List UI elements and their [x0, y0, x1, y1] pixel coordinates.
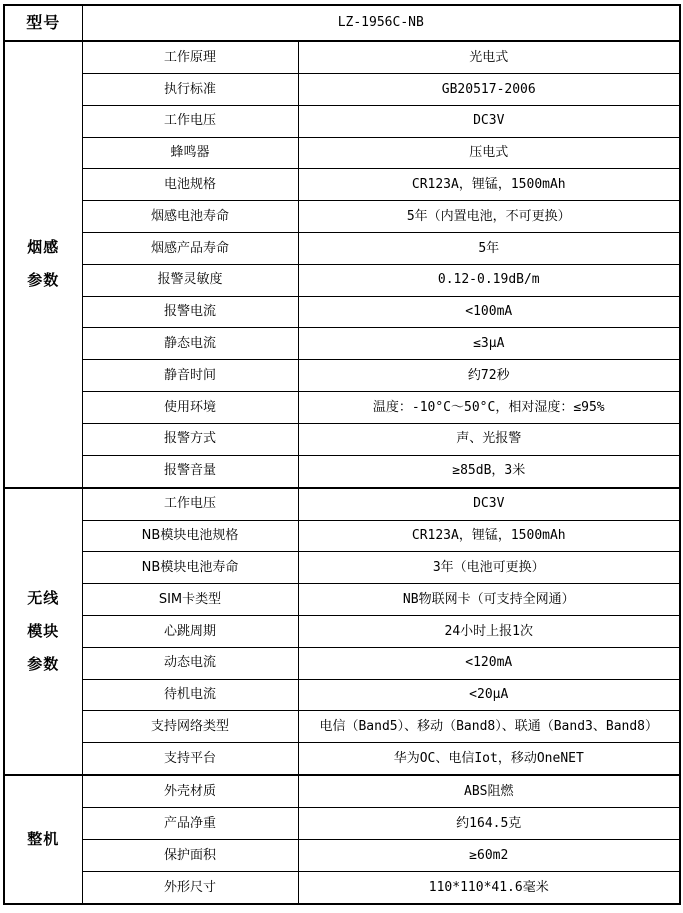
spec-name-cell: NB模块电池规格: [82, 520, 298, 552]
spec-table: [3, 4, 681, 905]
section-label-line: 参数: [27, 271, 60, 290]
spec-name-cell: 报警方式: [82, 423, 298, 455]
spec-value-cell: 3年（电池可更换）: [298, 552, 680, 584]
spec-value-cell: ≥60m2: [298, 839, 680, 871]
table-row: [4, 775, 680, 808]
table-row: [4, 808, 680, 840]
spec-value-cell: 24小时上报1次: [298, 615, 680, 647]
table-row: [4, 105, 680, 137]
section-label-line: 整机: [27, 830, 60, 849]
spec-value-cell: 华为OC、电信Iot，移动OneNET: [298, 743, 680, 776]
spec-name-cell: 使用环境: [82, 391, 298, 423]
spec-name-cell: 烟感产品寿命: [82, 232, 298, 264]
spec-value-cell: 约164.5克: [298, 808, 680, 840]
table-row: [4, 520, 680, 552]
table-row: [4, 423, 680, 455]
table-row: [4, 137, 680, 169]
spec-value-cell: 5年: [298, 232, 680, 264]
spec-value-cell: 5年（内置电池，不可更换）: [298, 201, 680, 233]
spec-value-cell: 声、光报警: [298, 423, 680, 455]
table-row: [4, 584, 680, 616]
table-row: [4, 647, 680, 679]
spec-name-cell: SIM卡类型: [82, 584, 298, 616]
section-label-cell: [4, 41, 82, 488]
table-row: [4, 679, 680, 711]
spec-value-cell: GB20517-2006: [298, 74, 680, 106]
spec-value-cell: <120mA: [298, 647, 680, 679]
spec-value-cell: 110*110*41.6毫米: [298, 871, 680, 904]
table-row: [4, 296, 680, 328]
spec-name-cell: 待机电流: [82, 679, 298, 711]
table-row: [4, 871, 680, 904]
section-label-cell: [4, 488, 82, 776]
spec-name-cell: 报警电流: [82, 296, 298, 328]
spec-value-cell: 约72秒: [298, 360, 680, 392]
spec-name-cell: 烟感电池寿命: [82, 201, 298, 233]
spec-name-cell: 报警灵敏度: [82, 264, 298, 296]
section-label-line: 烟感: [27, 238, 60, 257]
model-value-cell: LZ-1956C-NB: [82, 5, 680, 41]
table-row: [4, 264, 680, 296]
spec-name-cell: 外壳材质: [82, 775, 298, 808]
spec-name-cell: 工作电压: [82, 105, 298, 137]
spec-name-cell: 外形尺寸: [82, 871, 298, 904]
spec-value-cell: CR123A，锂锰，1500mAh: [298, 169, 680, 201]
spec-value-cell: ≥85dB，3米: [298, 455, 680, 488]
spec-value-cell: ≤3μA: [298, 328, 680, 360]
spec-name-cell: 工作原理: [82, 41, 298, 74]
spec-name-cell: 支持平台: [82, 743, 298, 776]
spec-value-cell: CR123A，锂锰，1500mAh: [298, 520, 680, 552]
table-row: [4, 488, 680, 521]
spec-name-cell: NB模块电池寿命: [82, 552, 298, 584]
spec-value-cell: ABS阻燃: [298, 775, 680, 808]
spec-name-cell: 心跳周期: [82, 615, 298, 647]
model-label-cell: 型号: [4, 5, 82, 41]
table-row: [4, 74, 680, 106]
spec-name-cell: 产品净重: [82, 808, 298, 840]
table-row: [4, 5, 680, 41]
section-label-line: 模块: [27, 621, 60, 640]
spec-value-cell: 电信（Band5）、移动（Band8）、联通（Band3、Band8）: [298, 711, 680, 743]
spec-value-cell: DC3V: [298, 105, 680, 137]
spec-name-cell: 静态电流: [82, 328, 298, 360]
table-row: [4, 615, 680, 647]
table-row: [4, 360, 680, 392]
spec-name-cell: 支持网络类型: [82, 711, 298, 743]
spec-value-cell: <100mA: [298, 296, 680, 328]
spec-value-cell: DC3V: [298, 488, 680, 521]
table-row: [4, 552, 680, 584]
table-row: [4, 743, 680, 776]
spec-table-body: [4, 5, 680, 904]
spec-value-cell: 温度：-10°C～50°C，相对湿度：≤95%: [298, 391, 680, 423]
spec-value-cell: 0.12-0.19dB/m: [298, 264, 680, 296]
spec-value-cell: 光电式: [298, 41, 680, 74]
table-row: [4, 169, 680, 201]
spec-name-cell: 电池规格: [82, 169, 298, 201]
table-row: [4, 455, 680, 488]
spec-name-cell: 工作电压: [82, 488, 298, 521]
table-row: [4, 201, 680, 233]
table-row: [4, 41, 680, 74]
table-row: [4, 839, 680, 871]
section-label-line: 参数: [27, 654, 60, 673]
spec-value-cell: <20μA: [298, 679, 680, 711]
spec-value-cell: 压电式: [298, 137, 680, 169]
spec-name-cell: 执行标准: [82, 74, 298, 106]
spec-name-cell: 蜂鸣器: [82, 137, 298, 169]
table-row: [4, 328, 680, 360]
spec-name-cell: 静音时间: [82, 360, 298, 392]
section-label-cell: [4, 775, 82, 904]
table-row: [4, 391, 680, 423]
spec-name-cell: 报警音量: [82, 455, 298, 488]
table-row: [4, 232, 680, 264]
table-row: [4, 711, 680, 743]
section-label-line: 无线: [27, 588, 60, 607]
spec-name-cell: 保护面积: [82, 839, 298, 871]
spec-name-cell: 动态电流: [82, 647, 298, 679]
spec-value-cell: NB物联网卡（可支持全网通）: [298, 584, 680, 616]
